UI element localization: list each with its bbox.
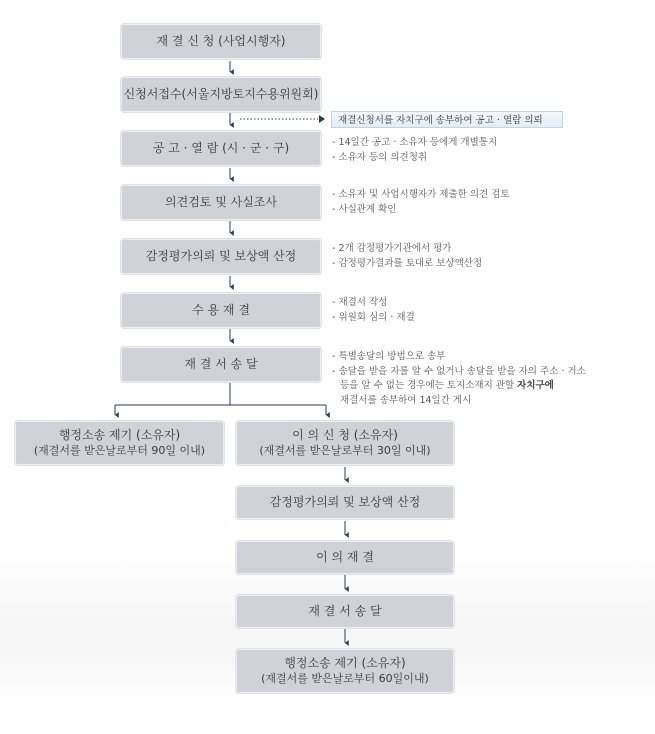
notes-review — [332, 188, 510, 217]
step-adjudication: 수 용 재 결 — [121, 293, 321, 328]
note-line: 재결서를 송부하여 14일간 게시 — [340, 394, 472, 406]
note-line: - 송달을 받을 자를 알 수 없거나 송달을 받을 자의 주소 · 거소 — [332, 365, 586, 377]
step-delivery-2: 재 결 서 송 달 — [236, 595, 454, 628]
notes-delivery — [332, 350, 586, 408]
note-line: - 소유자 등의 의견청취 — [332, 151, 428, 163]
step-lawsuit-2: 행정소송 제기 (소유자) (재결서를 받은날로부터 60일이내) — [236, 649, 454, 693]
step-appraisal: 감정평가의뢰 및 보상액 산정 — [121, 239, 321, 274]
step-objection: 이 의 신 청 (소유자) (재결서를 받은날로부터 30일 이내) — [236, 421, 454, 465]
step-receive: 신청서접수(서울지방토지수용위원회) — [121, 77, 321, 112]
step-notice: 공 고 · 열 람 (시 · 군 · 구) — [121, 131, 321, 166]
notes-notice — [332, 136, 497, 165]
note-line: - 사실관계 확인 — [332, 203, 397, 215]
step-lawsuit: 행정소송 제기 (소유자) (재결서를 받은날로부터 90일 이내) — [15, 421, 224, 465]
notes-adjudication — [332, 296, 415, 325]
note-line: - 14일간 공고 · 소유자 등에게 개별통지 — [332, 137, 498, 148]
note-line: - 소유자 및 사업시행자가 제출한 의견 검토 — [332, 189, 510, 200]
note-line: - 특별송달의 방법으로 송부 — [332, 351, 446, 362]
notes-appraisal — [332, 242, 482, 271]
note-line: 등을 알 수 없는 경우에는 토지소재지 관할 자치구에 — [340, 380, 554, 391]
note-line: - 위원회 심의 · 재결 — [332, 311, 415, 323]
note-highlight: 재결신청서를 자치구에 송부하여 공고 · 열람 의뢰 — [331, 111, 563, 128]
step-apply: 재 결 신 청 (사업시행자) — [121, 24, 321, 59]
step-review: 의견검토 및 사실조사 — [121, 185, 321, 220]
step-delivery: 재 결 서 송 달 — [121, 347, 321, 382]
note-line: - 감정평가결과를 토대로 보상액산정 — [332, 257, 483, 269]
note-line: - 2개 감정평가기관에서 평가 — [332, 243, 452, 254]
step-objection-decision: 이 의 재 결 — [236, 541, 454, 574]
note-line: - 재결서 작성 — [332, 297, 388, 308]
step-appraisal-2: 감정평가의뢰 및 보상액 산정 — [236, 486, 454, 519]
